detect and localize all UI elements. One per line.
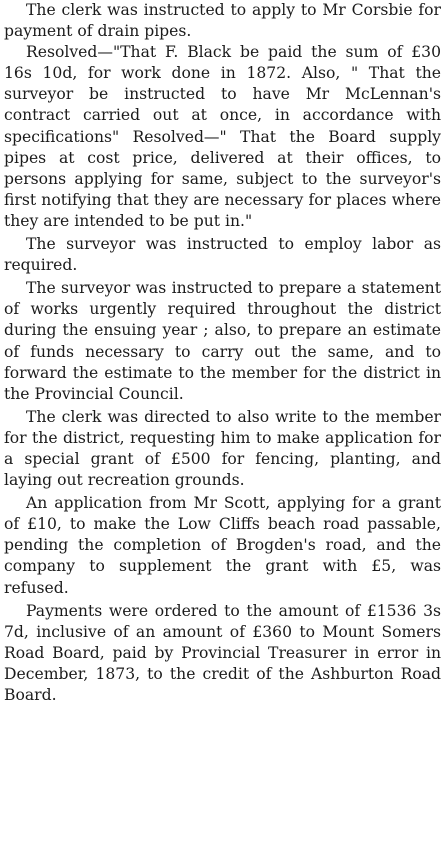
paragraph-drain-pipes: The clerk was instructed to apply to Mr Corsbie for payment of drain pipes. bbox=[4, 1, 441, 41]
paragraph-statement-of-works: The surveyor was instructed to prepare a statement of works urgently required throughout the district during the ensuing year ; also, to prepare an estimate of funds necessary to carry out the same, and to forward the estimate to the member for the district in the Provincial Council. bbox=[4, 279, 441, 403]
paragraph-special-grant: The clerk was directed to also write to the member for the district, requesting him to make application for a special grant of £500 for fencing, planting, and laying out recreation grounds. bbox=[4, 407, 441, 490]
paragraph-payments: Payments were ordered to the amount of £1536 3s 7d, inclusive of an amount of £360 to Mount Somers Road Board, paid by Provincial Treasurer in error in December, 1873, to the credit of the Ashburton Road Board. bbox=[4, 601, 441, 704]
paragraph-scott-application: An application from Mr Scott, applying for a grant of £10, to make the Low Cliffs beach road passable, pending the completion of Brogden's road, and the company to supplement the grant with £5, was refused. bbox=[4, 494, 441, 597]
paragraph-employ-labor: The surveyor was instructed to employ labor as required. bbox=[4, 235, 441, 275]
paragraph-resolutions: Resolved—"That F. Black be paid the sum of £30 16s 10d, for work done in 1872. Also, " That the surveyor be instructed to have Mr McLennan's contract carried out at once, in accordance with specifications" Resolved—" That the Board supply pipes at cost price, delivered at their offices, to persons applying for same, subject to the surveyor's first notifying that they are necessary for places where they are intended to be put in." bbox=[4, 43, 441, 230]
newspaper-column bbox=[4, 0, 441, 706]
